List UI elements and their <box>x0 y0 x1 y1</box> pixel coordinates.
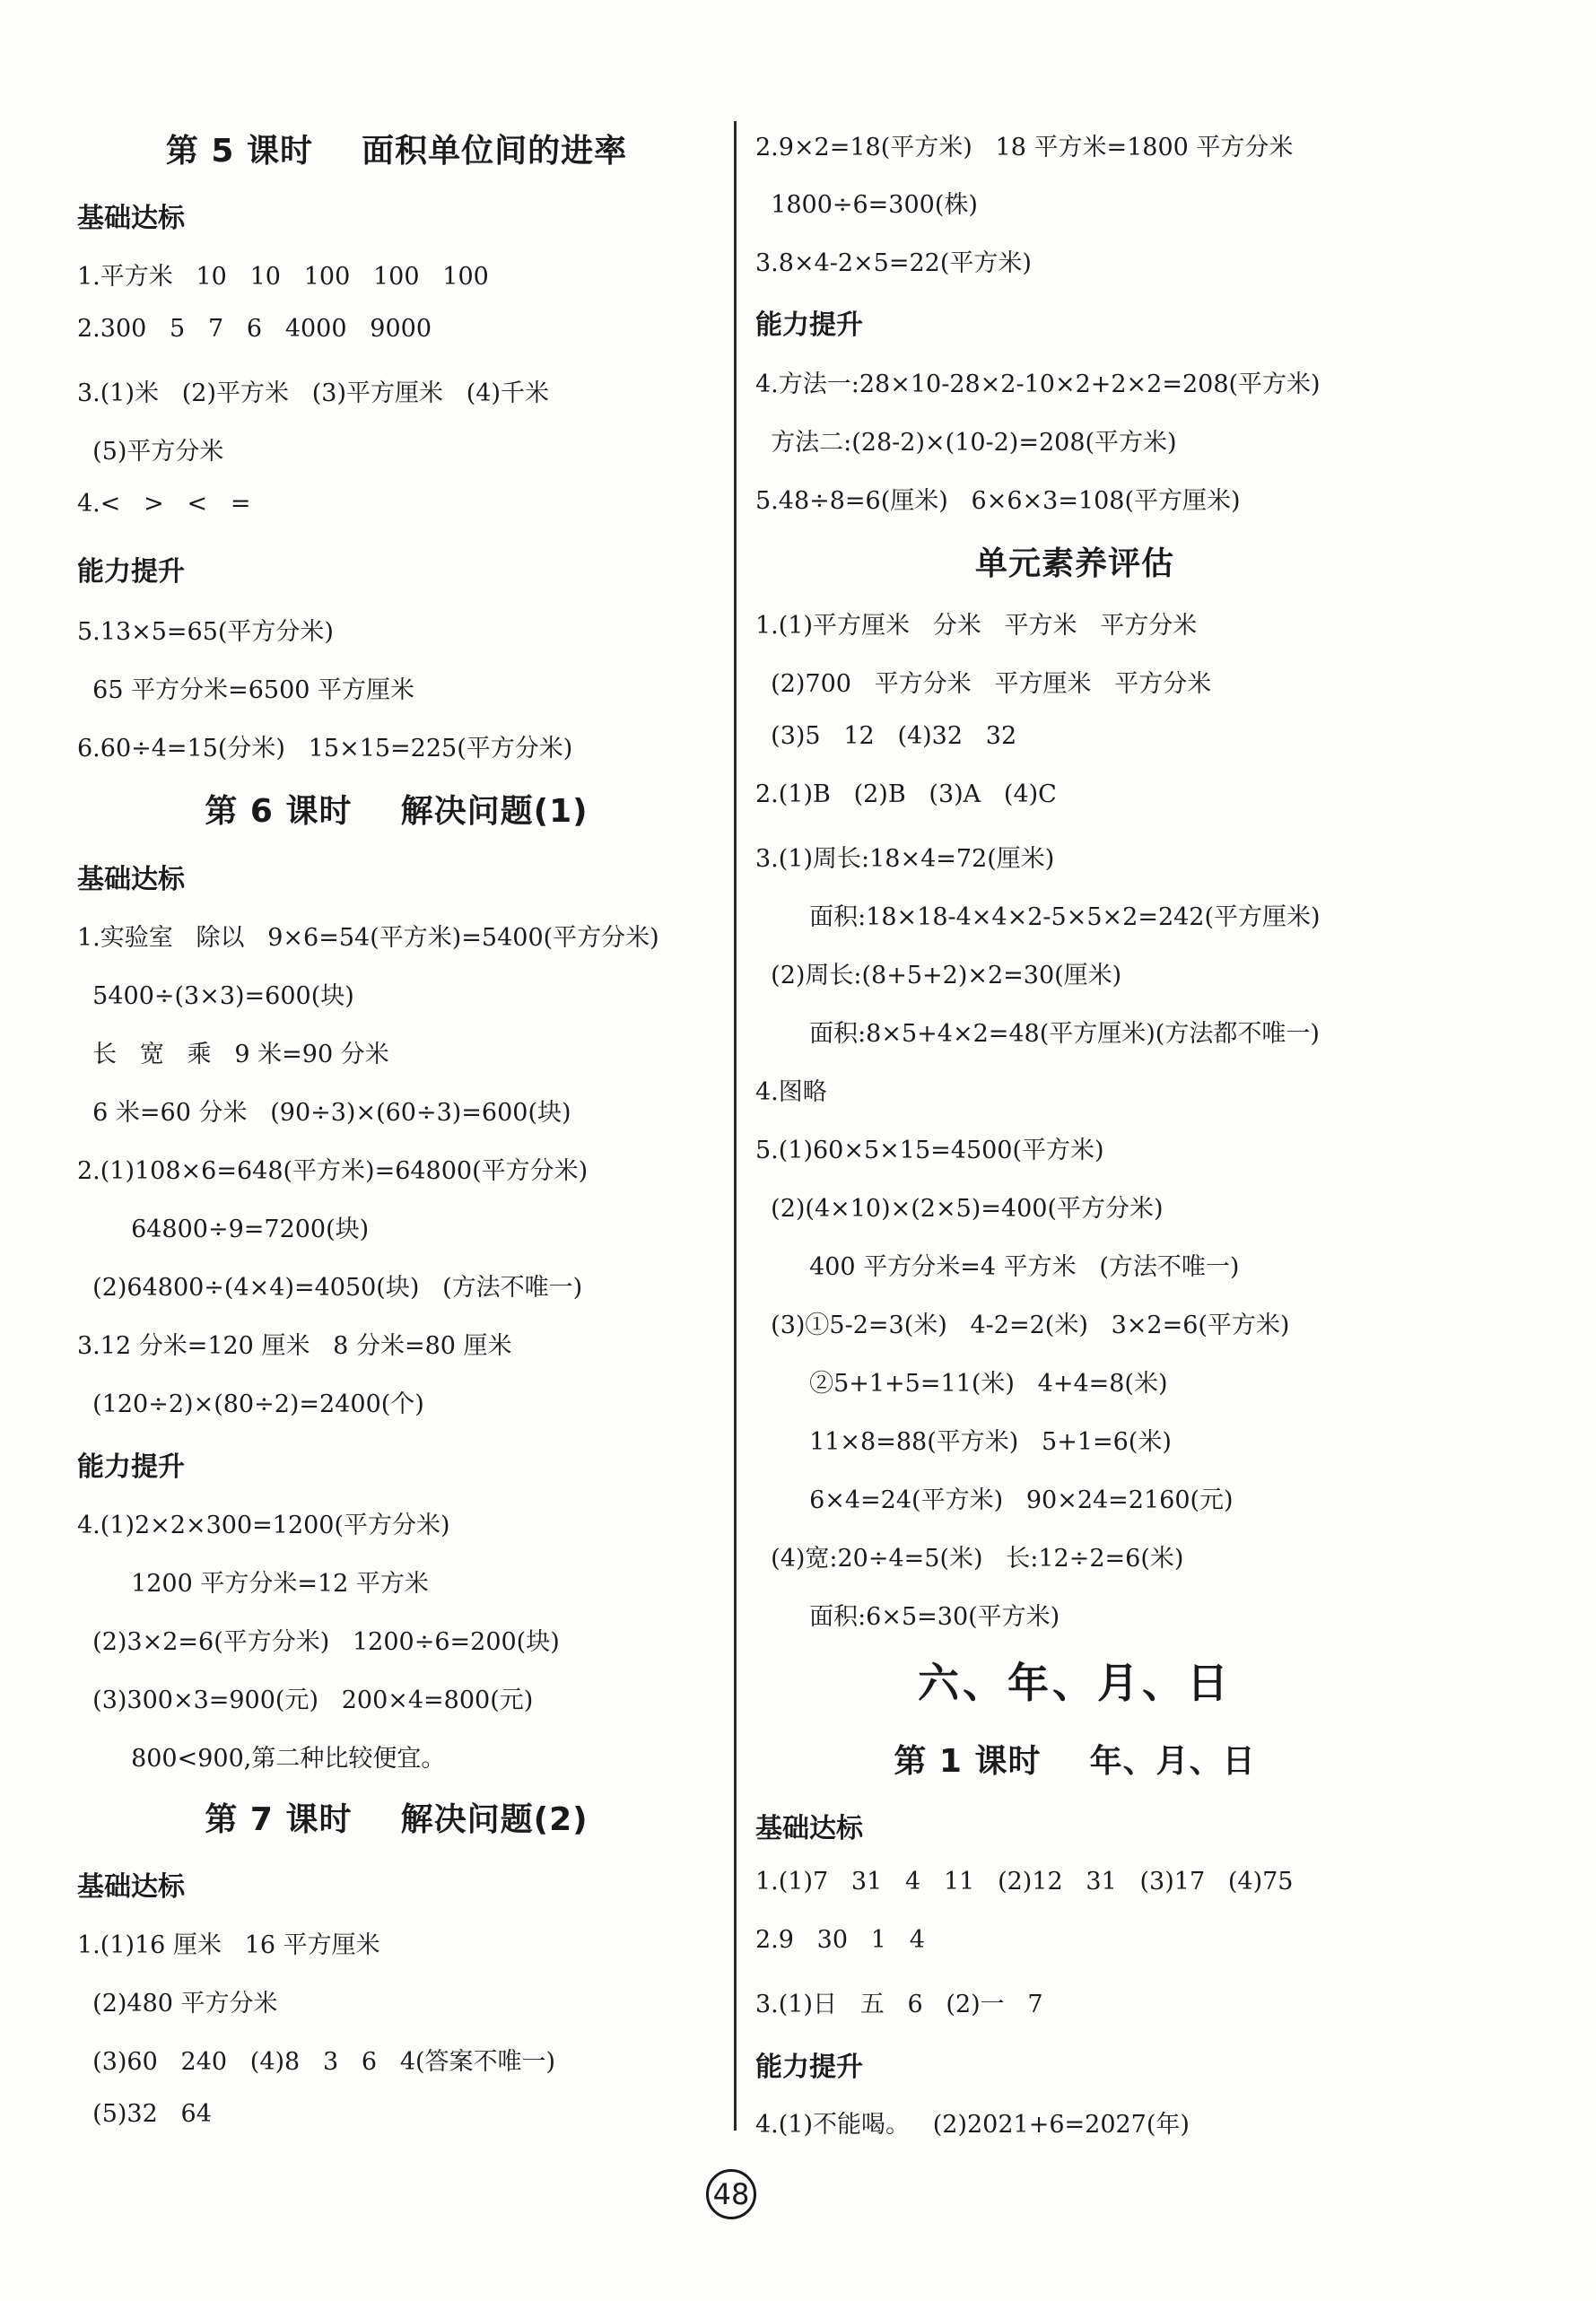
answer-line: 3.(1)周长:18×4=72(厘米) <box>755 845 1055 873</box>
section-basic: 基础达标 <box>77 203 185 234</box>
answer-line: 4.图略 <box>755 1078 827 1106</box>
answer-line: (2)(4×10)×(2×5)=400(平方分米) <box>755 1195 1164 1223</box>
answer-line: 方法二:(28-2)×(10-2)=208(平方米) <box>755 429 1177 457</box>
section-advanced: 能力提升 <box>755 309 863 341</box>
lesson-6-title: 第 6 课时 解决问题(1) <box>205 793 589 830</box>
answer-line: (2)64800÷(4×4)=4050(块) (方法不唯一) <box>77 1274 583 1302</box>
chapter-title: 六、年、月、日 <box>918 1659 1232 1707</box>
answer-line: (120÷2)×(80÷2)=2400(个) <box>77 1390 424 1418</box>
answer-line: 5.48÷8=6(厘米) 6×6×3=108(平方厘米) <box>755 487 1241 515</box>
section-basic: 基础达标 <box>77 1871 185 1903</box>
answer-line: (4)宽:20÷4=5(米) 长:12÷2=6(米) <box>755 1545 1184 1573</box>
answer-line: 1800÷6=300(株) <box>755 191 978 219</box>
answer-line: 长 宽 乘 9 米=90 分米 <box>77 1041 389 1068</box>
answer-line: 1.实验室 除以 9×6=54(平方米)=5400(平方分米) <box>77 924 659 952</box>
answer-line: 1.(1)平方厘米 分米 平方米 平方分米 <box>755 612 1198 640</box>
answer-line: 4.方法一:28×10-28×2-10×2+2×2=208(平方米) <box>755 370 1321 398</box>
answer-line: 2.300 5 7 6 4000 9000 <box>77 315 432 343</box>
answer-line: 65 平方分米=6500 平方厘米 <box>77 676 415 704</box>
answer-line: 400 平方分米=4 平方米 (方法不唯一) <box>755 1253 1240 1281</box>
answer-line: 2.(1)108×6=648(平方米)=64800(平方分米) <box>77 1157 589 1185</box>
answer-line: 3.(1)米 (2)平方米 (3)平方厘米 (4)千米 <box>77 379 549 407</box>
answer-line: 面积:6×5=30(平方米) <box>755 1603 1060 1631</box>
section-advanced: 能力提升 <box>77 1451 185 1483</box>
answer-line: 4.(1)2×2×300=1200(平方分米) <box>77 1512 450 1539</box>
answer-line: 2.9×2=18(平方米) 18 平方米=1800 平方分米 <box>755 134 1294 161</box>
lesson-1-title: 第 1 课时 年、月、日 <box>894 1743 1256 1780</box>
answer-line: 6 米=60 分米 (90÷3)×(60÷3)=600(块) <box>77 1099 571 1127</box>
answer-line: 1.平方米 10 10 100 100 100 <box>77 263 489 291</box>
answer-line: 2.9 30 1 4 <box>755 1926 925 1954</box>
section-advanced: 能力提升 <box>77 556 185 588</box>
section-advanced: 能力提升 <box>755 2052 863 2083</box>
column-divider <box>734 121 737 2131</box>
answer-line: (5)平方分米 <box>77 438 224 466</box>
answer-line: 6.60÷4=15(分米) 15×15=225(平方分米) <box>77 735 573 763</box>
answer-line: 1200 平方分米=12 平方米 <box>77 1570 429 1598</box>
answer-line: 面积:8×5+4×2=48(平方厘米)(方法都不唯一) <box>755 1020 1320 1048</box>
answer-line: (2)700 平方分米 平方厘米 平方分米 <box>755 670 1212 698</box>
answer-line: (3)60 240 (4)8 3 6 4(答案不唯一) <box>77 2048 556 2076</box>
section-basic: 基础达标 <box>77 864 185 895</box>
answer-line: 1.(1)16 厘米 16 平方厘米 <box>77 1931 380 1959</box>
answer-line: 64800÷9=7200(块) <box>77 1216 370 1243</box>
answer-line: 3.(1)日 五 6 (2)一 7 <box>755 1991 1043 2018</box>
answer-line: (5)32 64 <box>77 2100 212 2128</box>
answer-line: 11×8=88(平方米) 5+1=6(米) <box>755 1428 1172 1456</box>
answer-line: 5.(1)60×5×15=4500(平方米) <box>755 1137 1104 1164</box>
answer-line: (3)300×3=900(元) 200×4=800(元) <box>77 1687 534 1714</box>
page-number: 48 <box>706 2169 756 2219</box>
answer-line: (2)3×2=6(平方分米) 1200÷6=200(块) <box>77 1628 560 1656</box>
answer-line: ②5+1+5=11(米) 4+4=8(米) <box>755 1370 1168 1398</box>
answer-line: 800<900,第二种比较便宜。 <box>77 1745 446 1773</box>
answer-line: 5.13×5=65(平方分米) <box>77 618 334 646</box>
answer-line: 4.< > < = <box>77 490 251 518</box>
lesson-5-title: 第 5 课时 面积单位间的进率 <box>165 133 628 170</box>
answer-line: 面积:18×18-4×4×2-5×5×2=242(平方厘米) <box>755 903 1321 931</box>
answer-line: (2)480 平方分米 <box>77 1990 278 2018</box>
lesson-7-title: 第 7 课时 解决问题(2) <box>205 1801 589 1838</box>
section-basic: 基础达标 <box>755 1813 863 1844</box>
answer-line: 5400÷(3×3)=600(块) <box>77 982 354 1010</box>
answer-line: 2.(1)B (2)B (3)A (4)C <box>755 780 1057 808</box>
answer-line: 3.8×4-2×5=22(平方米) <box>755 249 1032 277</box>
answer-line: 4.(1)不能喝。 (2)2021+6=2027(年) <box>755 2111 1190 2139</box>
answer-line: 6×4=24(平方米) 90×24=2160(元) <box>755 1486 1234 1514</box>
answer-line: (3)5 12 (4)32 32 <box>755 722 1017 750</box>
answer-line: 1.(1)7 31 4 11 (2)12 31 (3)17 (4)75 <box>755 1868 1294 1896</box>
answer-line: (2)周长:(8+5+2)×2=30(厘米) <box>755 962 1122 989</box>
unit-assessment-title: 单元素养评估 <box>974 545 1174 582</box>
answer-line: (3)①5-2=3(米) 4-2=2(米) 3×2=6(平方米) <box>755 1312 1290 1339</box>
answer-line: 3.12 分米=120 厘米 8 分米=80 厘米 <box>77 1332 512 1360</box>
